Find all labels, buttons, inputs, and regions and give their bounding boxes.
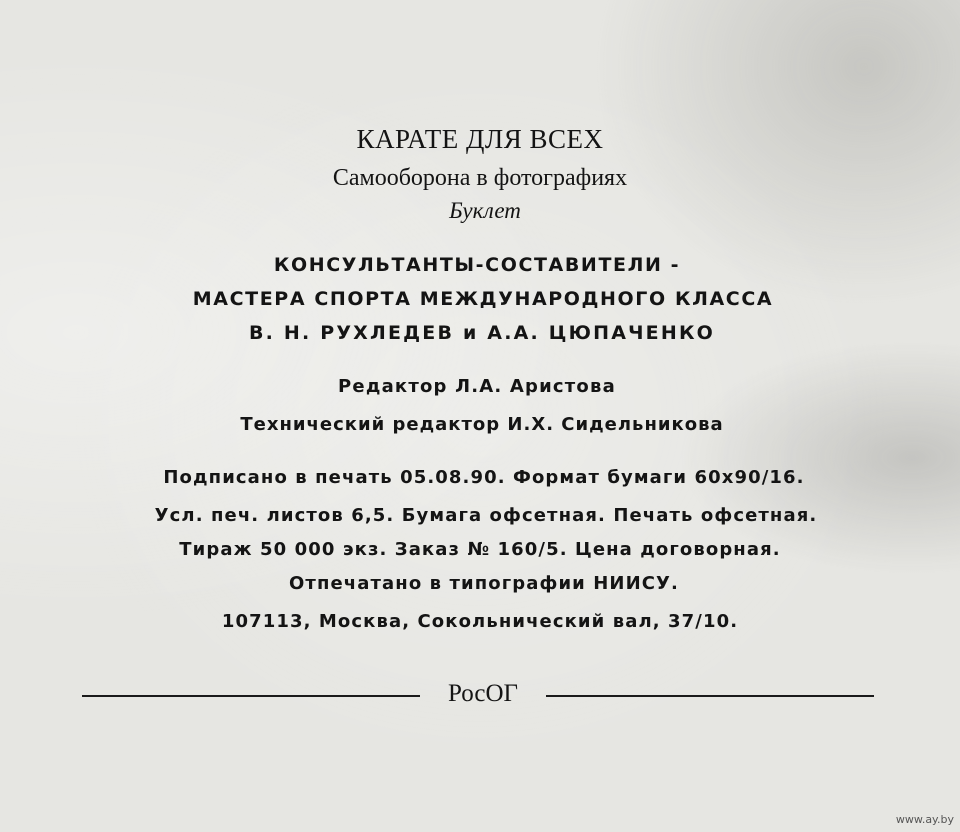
book-title: КАРАТЕ ДЛЯ ВСЕХ	[356, 124, 604, 154]
book-subtitle: Самооборона в фотографиях	[332, 165, 628, 191]
editor-line: Редактор Л.А. Аристова	[338, 376, 616, 397]
imprint-line-printer: Отпечатано в типографии НИИСУ.	[289, 573, 679, 594]
watermark: www.ay.by	[895, 813, 954, 826]
footer-rule-right	[546, 695, 874, 697]
footer-rule-left	[82, 695, 420, 697]
consultants-line: КОНСУЛЬТАНТЫ-СОСТАВИТЕЛИ -	[273, 254, 681, 276]
imprint-line-circulation: Тираж 50 000 экз. Заказ № 160/5. Цена договорная.	[179, 539, 781, 560]
imprint-line-address: 107113, Москва, Сокольнический вал, 37/10.	[221, 611, 739, 632]
imprint-line-sheets: Усл. печ. листов 6,5. Бумага офсетная. Печать офсетная.	[154, 505, 818, 526]
authors-line: В. Н. РУХЛЕДЕВ и А.А. ЦЮПАЧЕНКО	[248, 322, 716, 344]
imprint-line-print-date: Подписано в печать 05.08.90. Формат бумаги 60х90/16.	[163, 467, 805, 488]
publisher-name: РосОГ	[447, 680, 518, 707]
masters-line: МАСТЕРА СПОРТА МЕЖДУНАРОДНОГО КЛАССА	[192, 288, 774, 310]
technical-editor-line: Технический редактор И.Х. Сидельникова	[240, 414, 724, 435]
booklet-label: Буклет	[449, 198, 521, 223]
